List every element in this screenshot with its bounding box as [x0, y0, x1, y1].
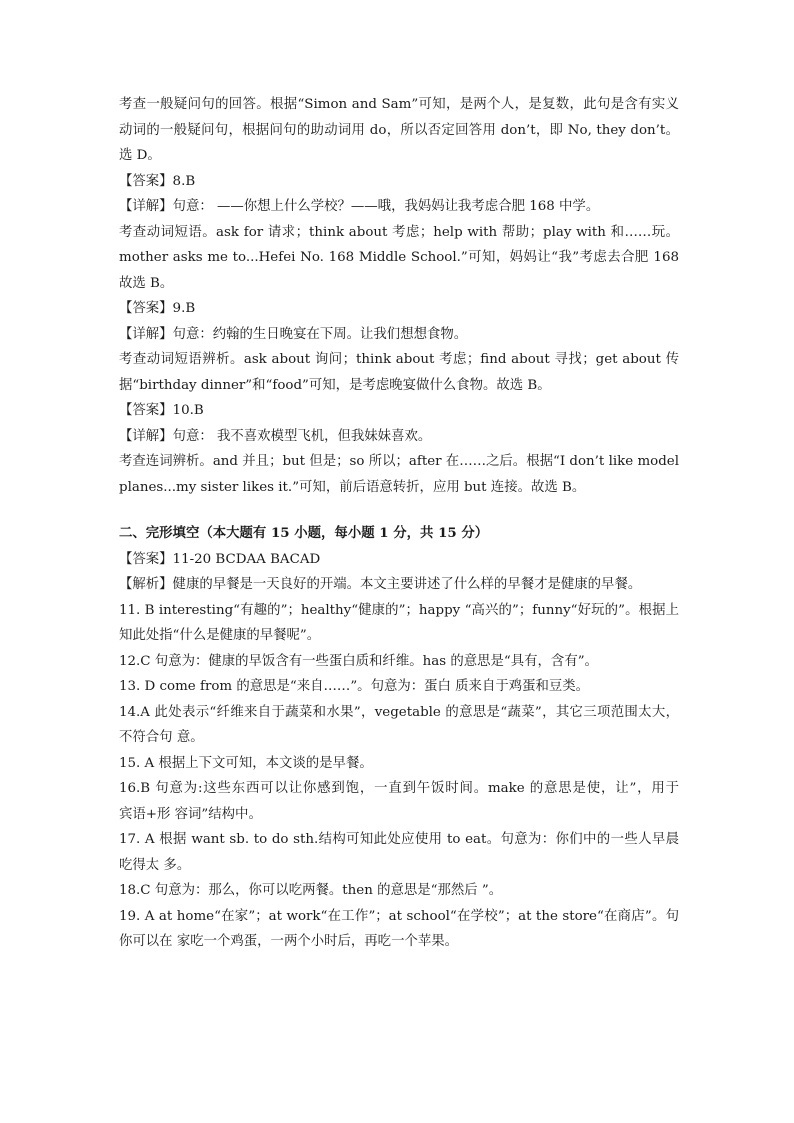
- text-line: 13. D come from 的意思是“来自……”。句意为：蛋白 质来自于鸡蛋和豆类。: [119, 679, 590, 694]
- detail-label: 【详解】句意：约翰的生日晚宴在下周。让我们想想食物。: [119, 326, 468, 342]
- text-line: 据“birthday dinner”和“food”可知，是考虑晚宴做什么食物。故选 B。: [119, 377, 551, 393]
- section-heading: 二、完形填空（本大题有 15 小题，每小题 1 分，共 15 分）: [119, 525, 489, 541]
- text-line: 14.A 此处表示“纤维来自于蔬菜和水果”，vegetable 的意思是“蔬菜”，其它三项范围太大，: [119, 704, 679, 720]
- text-line: 动词的一般疑问句，根据问句的助动词用 do，所以否定回答用 don’t，即 No, they don’t。: [119, 122, 679, 138]
- answer-label: 【答案】10.B: [119, 403, 204, 418]
- text-line: mother asks me to...Hefei No. 168 Middle School.”可知，妈妈让“我”考虑去合肥 168: [119, 250, 679, 265]
- document-body: [119, 92, 679, 955]
- text-line: 故选 B。: [119, 275, 174, 291]
- section-gap: [119, 500, 679, 521]
- text-line: 12.C 句意为：健康的早饭含有一些蛋白质和纤维。has 的意思是“具有，含有”。: [119, 653, 598, 669]
- answer-label: 【答案】8.B: [119, 173, 196, 189]
- text-line: 考查一般疑问句的回答。根据“Simon and Sam”可知，是两个人，是复数，此句是含有实义: [119, 97, 679, 112]
- text-line: 考查动词短语。ask for 请求；think about 考虑；help with 帮助；play with 和……玩。: [119, 224, 679, 240]
- text-line: 18.C 句意为：那么，你可以吃两餐。then 的意思是“那然后 ”。: [119, 883, 503, 898]
- text-line: 选 D。: [119, 148, 161, 163]
- text-line: 16.B 句意为:这些东西可以让你感到饱，一直到午饭时间。make 的意思是使，让”，用于: [119, 781, 679, 796]
- text-line: 19. A at home“在家”；at work“在工作”；at school“在学校”；at the store“在商店”。句: [119, 908, 679, 924]
- text-line: 你可以在 家吃一个鸡蛋，一两个小时后，再吃一个苹果。: [119, 934, 459, 949]
- answer-label: 【答案】11-20 BCDAA BACAD: [119, 551, 321, 567]
- text-line: 考查连词辨析。and 并且；but 但是；so 所以；after 在……之后。根据“I don’t like model: [119, 454, 679, 469]
- text-line: 不符合句 意。: [119, 730, 204, 745]
- text-line: planes...my sister likes it.”可知，前后语意转折，应用 but 连接。故选 B。: [119, 479, 586, 495]
- text-line: 知此处指“什么是健康的早餐呢”。: [119, 628, 321, 643]
- text-line: 11. B interesting“有趣的”；healthy“健康的”；happy “高兴的”；funny“好玩的”。根据上: [119, 602, 679, 618]
- text-line: 17. A 根据 want sb. to do sth.结构可知此处应使用 to eat。句意为：你们中的一些人早晨: [119, 832, 679, 847]
- answer-label: 【答案】9.B: [119, 301, 196, 316]
- analysis-label: 【解析】健康的早餐是一天良好的开端。本文主要讲述了什么样的早餐才是健康的早餐。: [119, 577, 642, 592]
- text-line: 吃得太 多。: [119, 857, 191, 873]
- text-line: 宾语+形 容词”结构中。: [119, 806, 262, 822]
- text-line: 15. A 根据上下文可知，本文谈的是早餐。: [119, 755, 373, 771]
- detail-label: 【详解】句意： 我不喜欢模型飞机，但我妹妹喜欢。: [119, 428, 432, 444]
- text-line: 考查动词短语辨析。ask about 询问；think about 考虑；find about 寻找；get about 传: [119, 352, 679, 367]
- detail-label: 【详解】句意： ——你想上什么学校？——哦，我妈妈让我考虑合肥 168 中学。: [119, 199, 600, 214]
